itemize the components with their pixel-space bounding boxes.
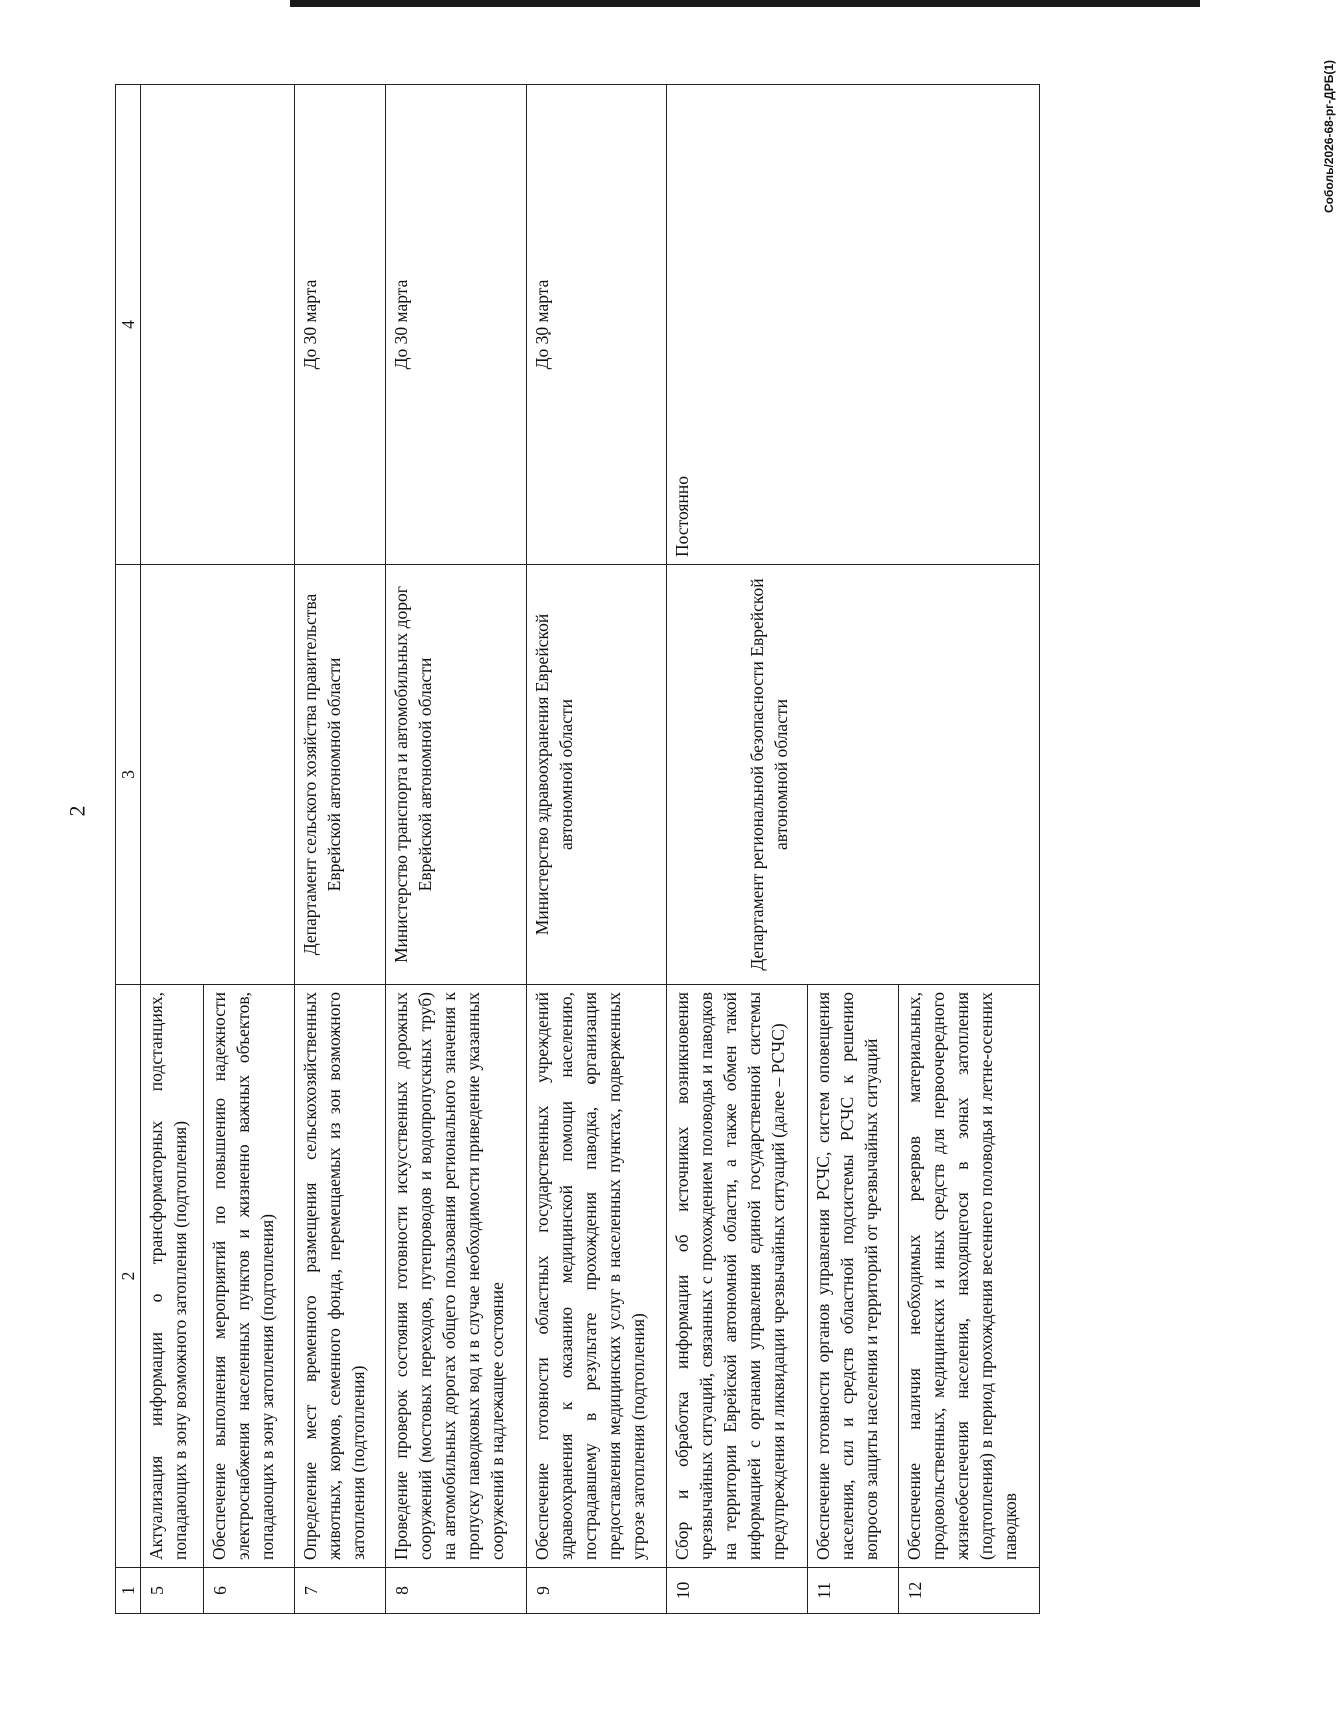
document-code: Соболь/2026-68-рг-ДРБ(1) (1322, 60, 1336, 213)
row-deadline: До 30 марта (385, 85, 526, 565)
header-col-1: 1 (116, 1568, 141, 1614)
row-number: 8 (385, 1568, 526, 1614)
table-row (141, 85, 204, 1614)
row-deadline: До 30 марта (526, 85, 667, 565)
table-header-row (116, 85, 141, 1614)
row-deadline (141, 85, 295, 565)
table-row (526, 85, 667, 1614)
row-action: Проведение проверок состояния готовности искусственных дорожных сооружений (мостовых переходов, путепроводов и водопропускных труб) на автомобильных дорогах общего пользования регионального значения к пропуску паводковых вод и в случае необходимости приведение указанных сооружений в надлежащее состояние (385, 985, 526, 1568)
header-col-2: 2 (116, 985, 141, 1568)
row-responsible: Департамент региональной безопасности Еврейской автономной области (667, 565, 1040, 985)
header-col-3: 3 (116, 565, 141, 985)
row-action: Обеспечение выполнения мероприятий по повышению надежности электроснабжения населенных пунктов и жизненно важных объектов, попадающих в зону затопления (подтопления) (203, 985, 294, 1568)
row-number: 11 (808, 1568, 899, 1614)
row-action: Обеспечение готовности органов управления РСЧС, систем оповещения населения, сил и средств областной подсистемы РСЧС к решению вопросов защиты населения и территорий от чрезвычайных ситуаций (808, 985, 899, 1568)
row-responsible: Министерство здравоохранения Еврейской автономной области (526, 565, 667, 985)
row-number: 5 (141, 1568, 204, 1614)
row-deadline: До 30 марта (294, 85, 385, 565)
row-action: Обеспечение готовности областных государственных учреждений здравоохранения к оказанию медицинской помощи населению, пострадавшему в результате прохождения паводка, организация предоставления медицинских услуг в населенных пунктах, подверженных угрозе затопления (подтопления) (526, 985, 667, 1568)
row-number: 12 (899, 1568, 1040, 1614)
row-responsible: Департамент сельского хозяйства правительства Еврейской автономной области (294, 565, 385, 985)
row-deadline: Постоянно (667, 85, 1040, 565)
row-action: Актуализация информации о трансформаторных подстанциях, попадающих в зону возможного затопления (подтопления) (141, 985, 204, 1568)
row-number: 9 (526, 1568, 667, 1614)
table-row (385, 85, 526, 1614)
row-responsible: Министерство транспорта и автомобильных дорог Еврейской автономной области (385, 565, 526, 985)
measures-table (115, 85, 1040, 1614)
row-number: 10 (667, 1568, 808, 1614)
header-col-4: 4 (116, 85, 141, 565)
row-action: Сбор и обработка информации об источниках возникновения чрезвычайных ситуаций, связанных с прохождением половодья и паводков на территории Еврейской автономной области, а также обмен такой информацией с органами управления единой государственной системы предупреждения и ликвидации чрезвычайных ситуаций (далее – РСЧС) (667, 985, 808, 1568)
row-responsible (141, 565, 295, 985)
top-rule (290, 0, 1200, 7)
table-row (667, 85, 808, 1614)
row-action: Обеспечение наличия необходимых резервов материальных, продовольственных, медицинских и иных средств для первоочередного жизнеобеспечения населения, находящегося в зонах затопления (подтопления) в период прохождения весеннего половодья и летне-осенних паводков (899, 985, 1040, 1568)
row-action: Определение мест временного размещения сельскохозяйственных животных, кормов, семенного фонда, перемещаемых из зон возможного затопления (подтопления) (294, 985, 385, 1568)
row-number: 6 (203, 1568, 294, 1614)
table-row (294, 85, 385, 1614)
row-number: 7 (294, 1568, 385, 1614)
page-number: 2 (64, 805, 90, 817)
